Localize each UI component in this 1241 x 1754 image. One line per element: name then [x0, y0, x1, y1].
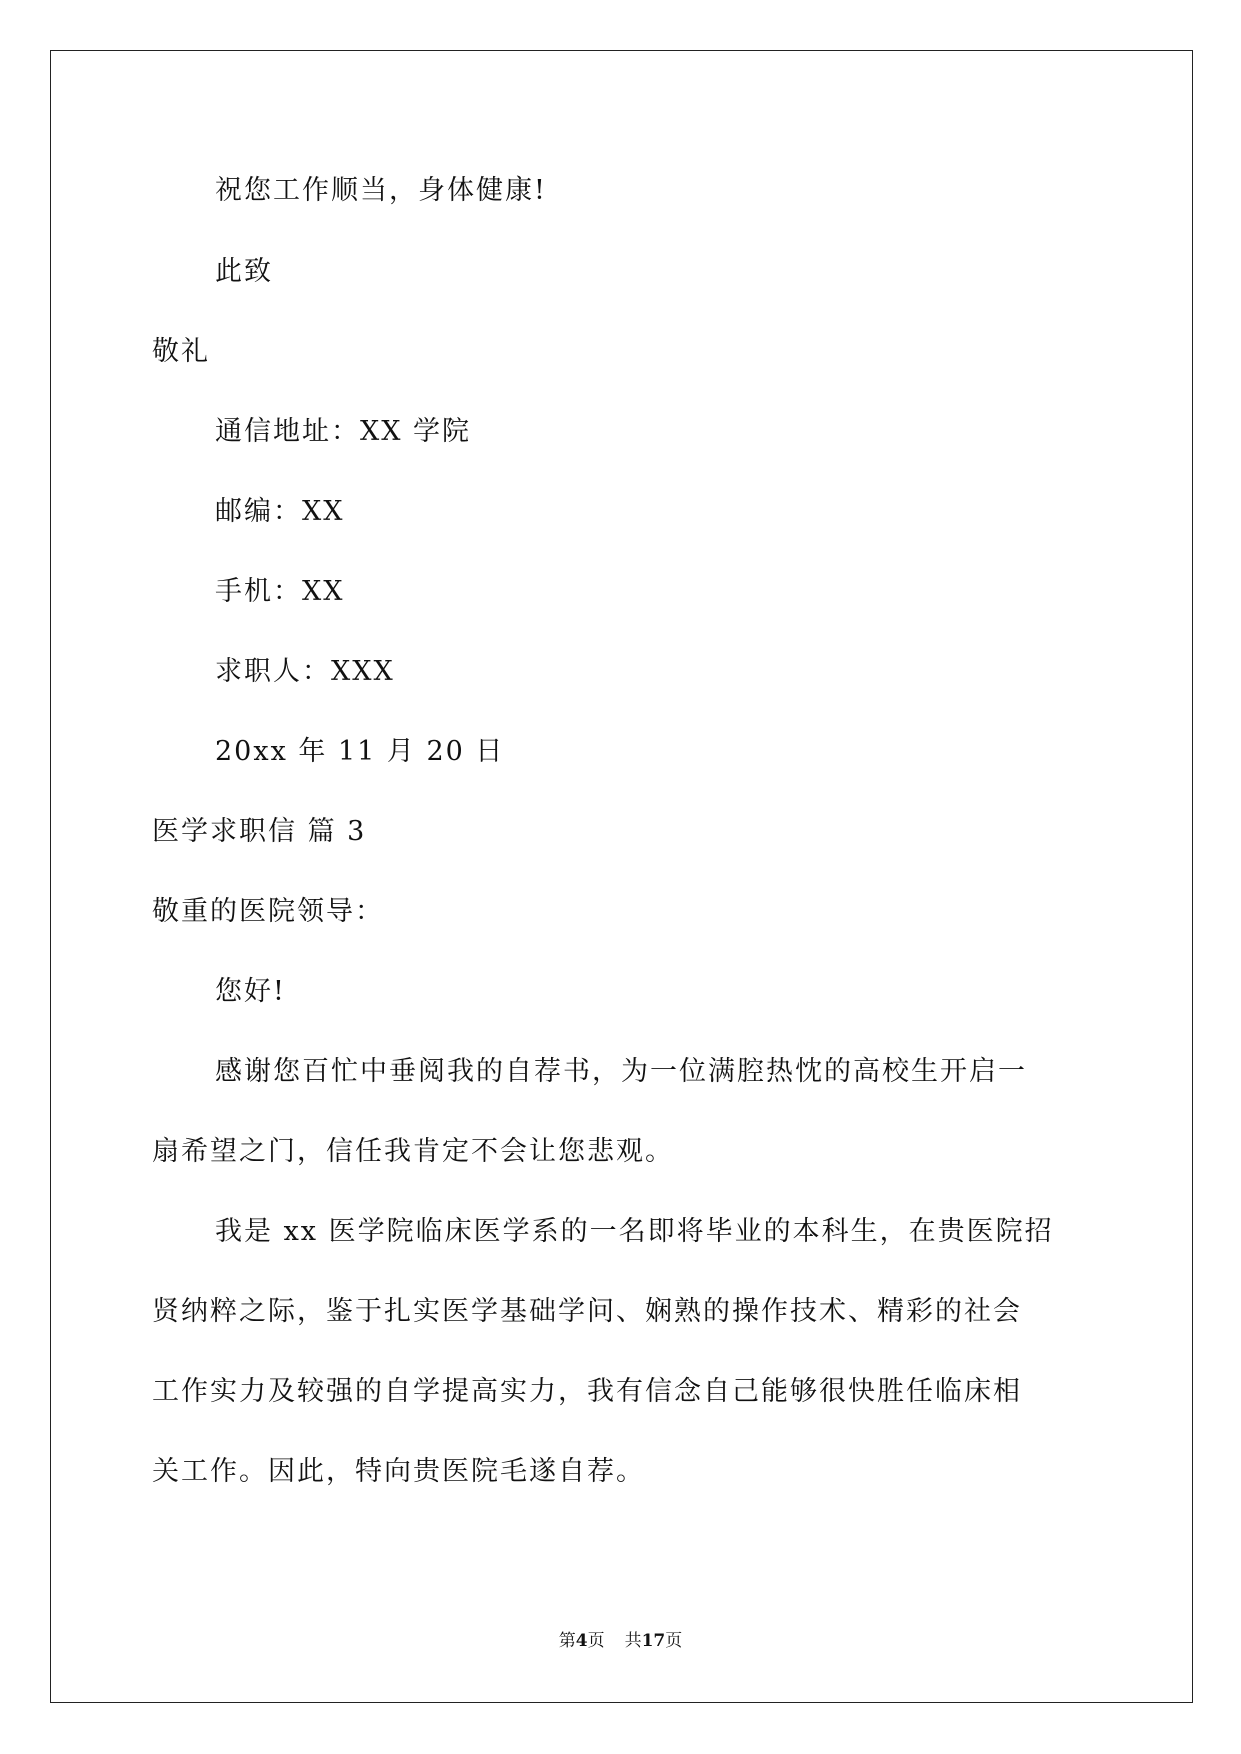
- paragraph-line: 扇希望之门，信任我肯定不会让您悲观。: [152, 1136, 674, 1167]
- address-line: 通信地址：XX 学院: [215, 416, 472, 447]
- closing-wish: 祝您工作顺当，身体健康!: [215, 175, 547, 206]
- paragraph-line: 我是 xx 医学院临床医学系的一名即将毕业的本科生，在贵医院招: [215, 1216, 1054, 1247]
- greeting-recipient: 敬重的医院领导：: [152, 896, 384, 927]
- paragraph-line: 贤纳粹之际，鉴于扎实医学基础学问、娴熟的操作技术、精彩的社会: [152, 1296, 1022, 1327]
- paragraph-line: 感谢您百忙中垂阅我的自荐书，为一位满腔热忱的高校生开启一: [215, 1056, 1027, 1087]
- date-line: 20xx 年 11 月 20 日: [215, 736, 505, 767]
- total-prefix: 共: [624, 1631, 642, 1651]
- applicant-line: 求职人：XXX: [215, 656, 395, 687]
- page-prefix: 第: [558, 1631, 576, 1651]
- page-total: 17: [641, 1631, 666, 1651]
- section-heading: 医学求职信 篇 3: [152, 816, 367, 847]
- phone-line: 手机：XX: [215, 576, 345, 607]
- paragraph-line: 关工作。因此，特向贵医院毛遂自荐。: [152, 1456, 645, 1487]
- paragraph-line: 工作实力及较强的自学提高实力，我有信念自己能够很快胜任临床相: [152, 1376, 1022, 1407]
- page-current: 4: [575, 1631, 588, 1651]
- greeting: 您好!: [215, 976, 286, 1007]
- page-footer: [0, 1630, 1241, 1652]
- salutation-close: 此致: [215, 256, 273, 287]
- postcode-line: 邮编：XX: [215, 496, 345, 527]
- page-suffix: 页: [587, 1631, 605, 1651]
- total-suffix: 页: [665, 1631, 683, 1651]
- salutation-respect: 敬礼: [152, 336, 210, 367]
